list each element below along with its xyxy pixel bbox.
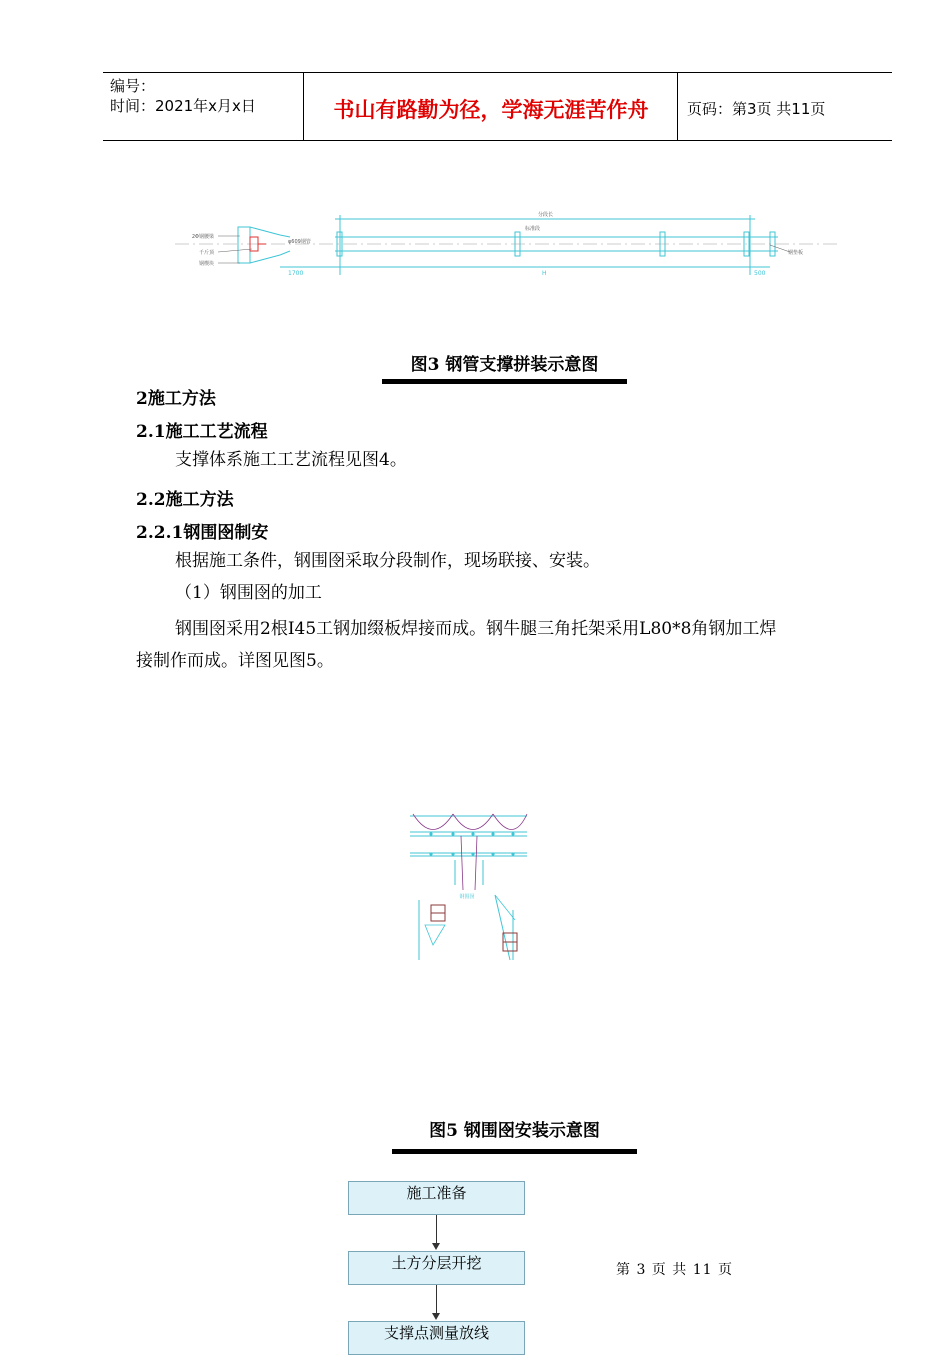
flow-arrow-2-icon — [432, 1313, 440, 1320]
fig3-label-jack: 千斤顶 — [198, 250, 214, 256]
fig3-label-pipe: φ609钢管 — [288, 239, 311, 245]
header-motto: 书山有路勤为径，学海无涯苦作舟 — [333, 97, 649, 122]
figure3-caption-underline — [382, 379, 627, 384]
heading-construction-method-2: 2.2施工方法 — [136, 490, 234, 510]
page-footer: 第 3 页 共 11 页 — [616, 1262, 733, 1278]
document-date-label: 时间：2021年x月x日 — [110, 97, 256, 115]
header-divider-1 — [303, 72, 304, 140]
flow-step-preparation — [348, 1181, 525, 1215]
heading-waling-fabrication: 2.2.1钢围囹制安 — [136, 523, 269, 543]
fig3-label-plate: 钢垫板 — [788, 250, 804, 256]
fig3-dim-1700: 1700 — [288, 270, 304, 277]
figure5-caption: 图5 钢围囹安装示意图 — [429, 1121, 600, 1141]
fig3-dim-500: 500 — [754, 270, 766, 277]
fig3-label-waling: 2Φ钢腰梁 — [191, 234, 214, 240]
flow-step-survey — [348, 1321, 525, 1355]
paragraph-material-line1: 钢围囹采用2根I45工钢加缀板焊接而成。钢牛腿三角托架采用L80*8角钢加工焊 — [175, 619, 777, 639]
flow-step-preparation-label: 施工准备 — [406, 1184, 467, 1202]
flow-step-excavation-label: 土方分层开挖 — [391, 1254, 482, 1272]
flow-step-survey-label: 支撑点测量放线 — [383, 1324, 489, 1342]
figure5-caption-underline — [392, 1149, 637, 1154]
fig5-label-waling: 钢围囹 — [459, 894, 475, 900]
figure3-caption: 图3 钢管支撑拼装示意图 — [410, 355, 599, 375]
header-bottom-border — [103, 140, 892, 141]
paragraph-conditions: 根据施工条件，钢围囹采取分段制作，现场联接、安装。 — [175, 551, 600, 571]
paragraph-material-line2: 接制作而成。详图见图5。 — [136, 651, 334, 671]
heading-process-flow: 2.1施工工艺流程 — [136, 422, 268, 442]
flow-step-excavation — [348, 1251, 525, 1285]
fig3-label-segment: 分段长 — [538, 212, 554, 218]
flow-connector-2 — [436, 1285, 437, 1313]
paragraph-processing: （1）钢围囹的加工 — [175, 583, 322, 603]
header-top-border — [103, 72, 892, 73]
document-number-label: 编号： — [110, 77, 156, 95]
paragraph-process-flow: 支撑体系施工工艺流程见图4。 — [175, 450, 407, 470]
flow-arrow-1-icon — [432, 1243, 440, 1250]
fig3-label-wedge: 钢楔块 — [198, 261, 214, 267]
header-page-label: 页码：第3页 共11页 — [687, 100, 826, 118]
figure3-drawing — [170, 205, 840, 285]
flow-connector-1 — [436, 1215, 437, 1243]
fig3-dim-h: H — [542, 270, 547, 277]
header-meta — [110, 76, 256, 116]
fig3-label-standard: 标准段 — [525, 226, 541, 232]
header-divider-2 — [677, 72, 678, 140]
figure5-drawing — [405, 800, 535, 975]
heading-construction-method: 2施工方法 — [136, 389, 216, 409]
